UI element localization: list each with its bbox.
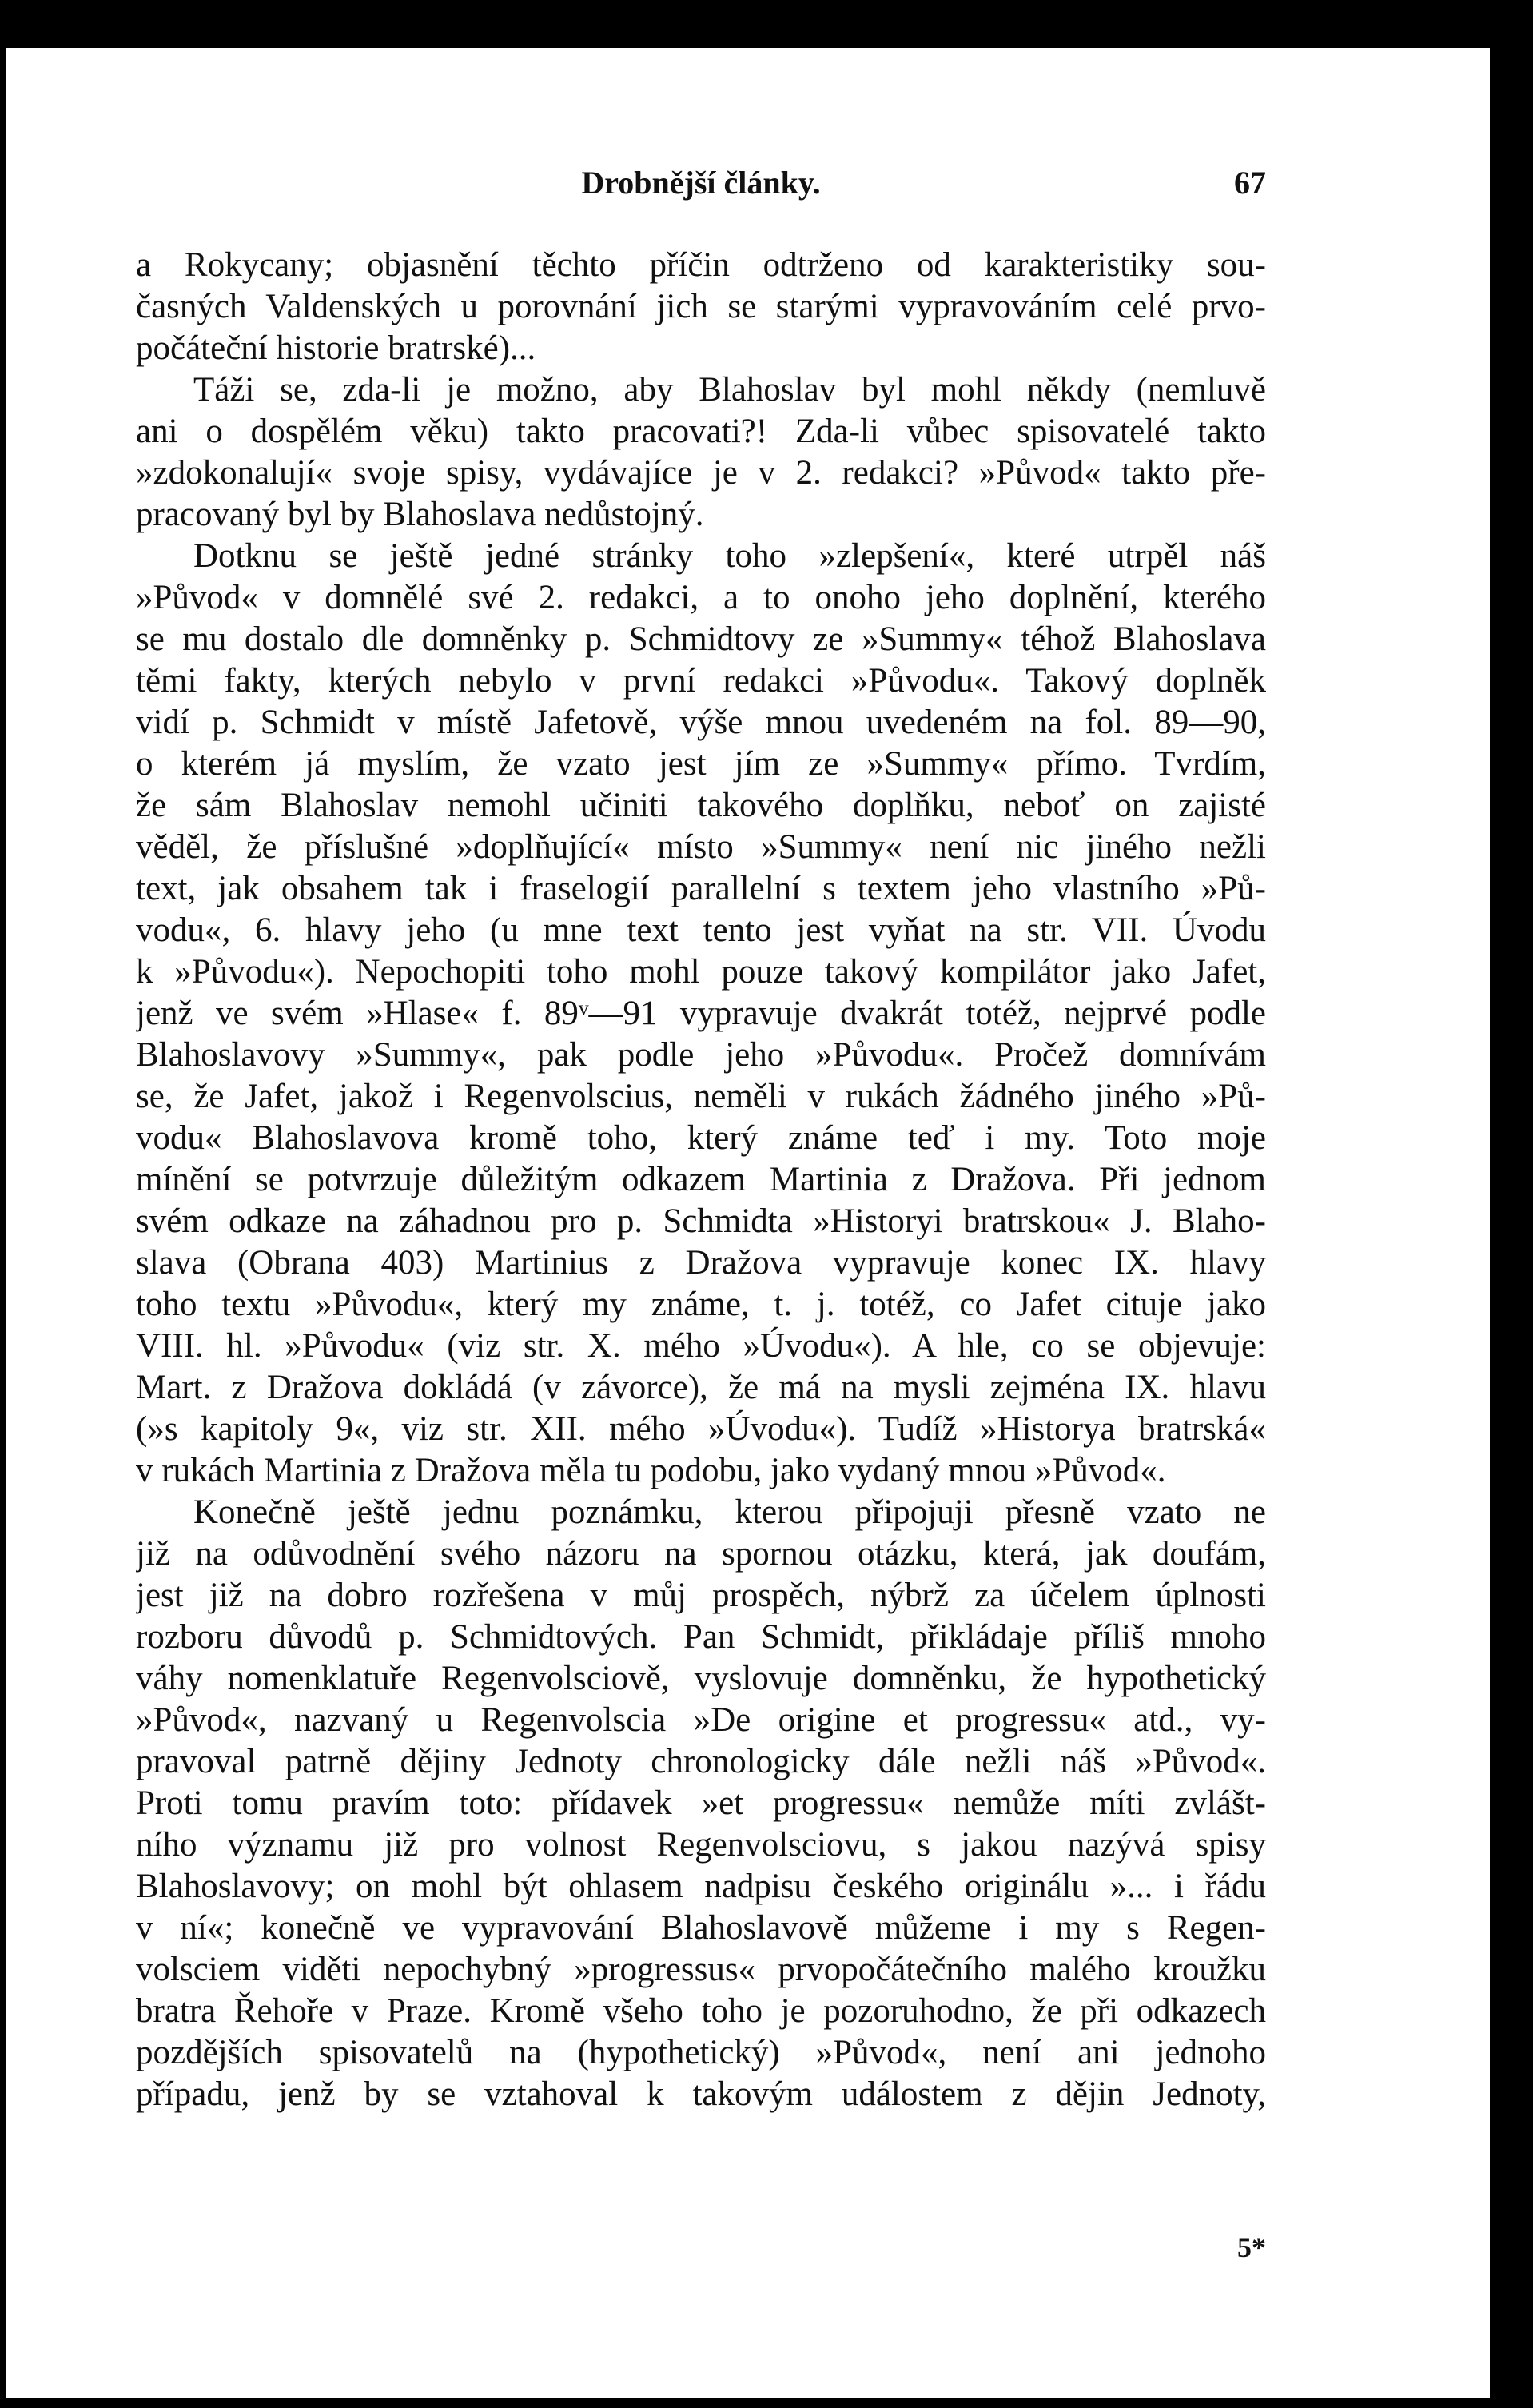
text-line: že sám Blahoslav nemohl učiniti takového doplňku, neboť on zajisté: [136, 787, 1266, 824]
text-line: o kterém já myslím, že vzato jest jím ze »Summy« přímo. Tvrdím,: [136, 745, 1266, 783]
text-line: vidí p. Schmidt v místě Jafetově, výše mnou uvedeném na fol. 89—90,: [136, 704, 1266, 741]
text-line: Táži se, zda-li je možno, aby Blahoslav byl mohl někdy (nemluvě: [193, 371, 1266, 409]
text-line: věděl, že příslušné »doplňující« místo »Summy« není nic jiného nežli: [136, 828, 1266, 866]
text-line: Konečně ještě jednu poznámku, kterou připojuji přesně vzato ne: [193, 1493, 1266, 1531]
text-line: Proti tomu pravím toto: přídavek »et progressu« nemůže míti zvlášt-: [136, 1784, 1266, 1822]
text-line: v rukách Martinia z Dražova měla tu podobu, jako vydaný mnou »Původ«.: [136, 1452, 1166, 1489]
body-text: [136, 245, 1266, 2115]
text-line: toho textu »Původu«, který my známe, t. j. totéž, co Jafet cituje jako: [136, 1286, 1266, 1323]
text-line: časných Valdenských u porovnání jich se starými vypravováním celé prvo-: [136, 288, 1266, 325]
text-line: pozdějších spisovatelů na (hypothetický) »Původ«, není ani jednoho: [136, 2034, 1266, 2071]
text-line: (»s kapitoly 9«, viz str. XII. mého »Úvodu«). Tudíž »Historya bratrská«: [136, 1410, 1266, 1448]
text-line: váhy nomenklatuře Regenvolsciově, vyslovuje domněnku, že hypothetický: [136, 1660, 1266, 1697]
text-line: se, že Jafet, jakož i Regenvolscius, neměli v rukách žádného jiného »Pů-: [136, 1078, 1266, 1115]
text-line: »Původ« v domnělé své 2. redakci, a to onoho jeho doplnění, kterého: [136, 579, 1266, 616]
text-line: ního významu již pro volnost Regenvolsciovu, s jakou nazývá spisy: [136, 1826, 1266, 1864]
text-line: v ní«; konečně ve vypravování Blahoslavově můžeme i my s Regen-: [136, 1909, 1266, 1947]
running-title: Drobnější články.: [581, 165, 821, 201]
text-line: slava (Obrana 403) Martinius z Dražova vypravuje konec IX. hlavy: [136, 1244, 1266, 1282]
text-line: k »Původu«). Nepochopiti toho mohl pouze takový kompilátor jako Jafet,: [136, 953, 1266, 991]
text-line: těmi fakty, kterých nebylo v první redakci »Původu«. Takový doplněk: [136, 662, 1266, 700]
text-line: »Původ«, nazvaný u Regenvolscia »De origine et progressu« atd., vy-: [136, 1701, 1266, 1739]
text-line: pravoval patrně dějiny Jednoty chronologicky dále nežli náš »Původ«.: [136, 1743, 1266, 1780]
text-line: se mu dostalo dle domněnky p. Schmidtovy ze »Summy« téhož Blahoslava: [136, 620, 1266, 658]
text-line: volsciem viděti nepochybný »progressus« prvopočátečního malého kroužku: [136, 1951, 1266, 1988]
text-line: mínění se potvrzuje důležitým odkazem Martinia z Dražova. Při jednom: [136, 1161, 1266, 1198]
text-line: bratra Řehoře v Praze. Kromě všeho toho je pozoruhodno, že při odkazech: [136, 1992, 1266, 2030]
signature-mark: 5*: [1237, 2231, 1266, 2263]
text-line: rozboru důvodů p. Schmidtových. Pan Schmidt, přikládaje příliš mnoho: [136, 1618, 1266, 1656]
text-line: počáteční historie bratrské)...: [136, 329, 536, 367]
text-line: a Rokycany; objasnění těchto příčin odtrženo od karakteristiky sou-: [136, 246, 1266, 284]
text-line: Mart. z Dražova dokládá (v závorce), že má na mysli zejména IX. hlavu: [136, 1369, 1266, 1406]
text-line: ani o dospělém věku) takto pracovati?! Zda-li vůbec spisovatelé takto: [136, 413, 1266, 450]
text-line: již na odůvodnění svého názoru na spornou otázku, která, jak doufám,: [136, 1535, 1266, 1573]
text-line: případu, jenž by se vztahoval k takovým událostem z dějin Jednoty,: [136, 2075, 1266, 2113]
text-line: Blahoslavovy; on mohl být ohlasem nadpisu českého originálu »... i řádu: [136, 1868, 1266, 1905]
page-number: 67: [1234, 165, 1266, 201]
text-line: »zdokonalují« svoje spisy, vydávajíce je v 2. redakci? »Původ« takto pře-: [136, 454, 1266, 492]
text-line: Blahoslavovy »Summy«, pak podle jeho »Původu«. Pročež domnívám: [136, 1036, 1266, 1074]
text-line: text, jak obsahem tak i fraselogií parallelní s textem jeho vlastního »Pů-: [136, 870, 1266, 907]
text-line: pracovaný byl by Blahoslava nedůstojný.: [136, 496, 704, 533]
text-line: vodu«, 6. hlavy jeho (u mne text tento jest vyňat na str. VII. Úvodu: [136, 911, 1266, 949]
text-line: svém odkaze na záhadnou pro p. Schmidta »Historyi bratrskou« J. Blaho-: [136, 1202, 1266, 1240]
page-header: [136, 164, 1266, 212]
text-line: VIII. hl. »Původu« (viz str. X. mého »Úvodu«). A hle, co se objevuje:: [136, 1327, 1266, 1365]
text-line: Dotknu se ještě jedné stránky toho »zlepšení«, které utrpěl náš: [193, 537, 1266, 575]
text-line: vodu« Blahoslavova kromě toho, který známe teď i my. Toto moje: [136, 1119, 1266, 1157]
text-line: jenž ve svém »Hlase« f. 89ᵛ—91 vypravuje dvakrát totéž, nejprvé podle: [136, 995, 1266, 1032]
text-line: jest již na dobro rozřešena v můj prospěch, nýbrž za účelem úplnosti: [136, 1577, 1266, 1614]
